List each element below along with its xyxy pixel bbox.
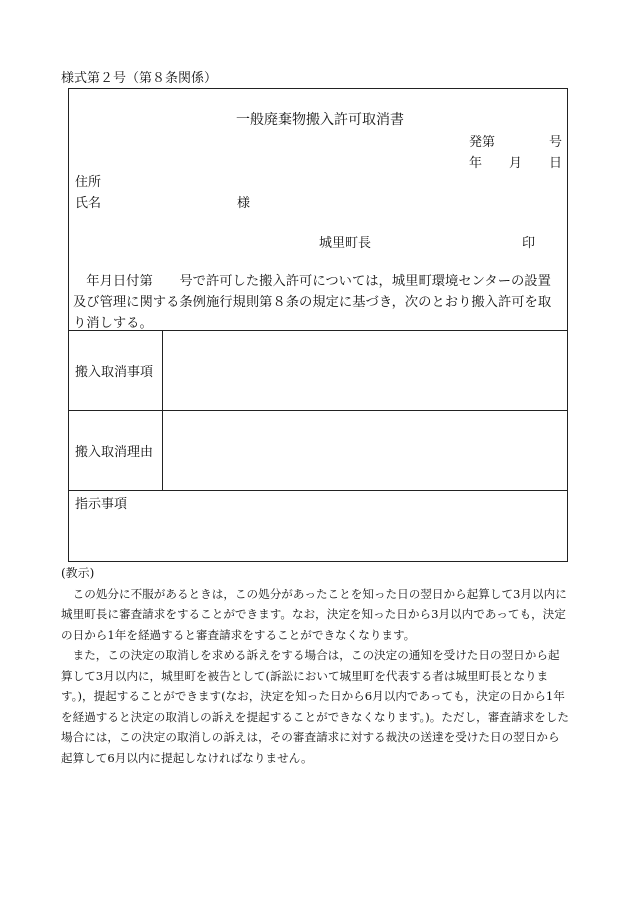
notice-paragraph-2: また，この決定の取消しを求める訴えをする場合は，この決定の通知を受けた日の翌日から起算して3月以内に，城里町を被告として(訴訟において城里町を代表する者は城里町長となります。)，提起することができます(なお，決定を知った日から6月以内であっても，決定の日から1年を経過すると決定の取消しの訴えを提起することができなくなります。)。ただし，審査請求をした場合には，この決定の取消しの訴えは，その審査請求に対する裁決の送達を受けた日の翌日から起算して6月以内に提起しなければなりません。 (61, 648, 569, 765)
instructions-label: 指示事項 (75, 497, 128, 512)
notice-heading: (教示) (61, 566, 95, 580)
issue-number-suffix: 号 (549, 135, 563, 150)
seal-mark: 印 (522, 236, 536, 251)
date-day: 日 (549, 156, 563, 171)
form-number-label: 様式第２号（第８条関係） (61, 71, 218, 86)
cancel-reason-label: 搬入取消理由 (75, 445, 154, 460)
address-label: 住所 (75, 175, 102, 190)
cancel-matter-label: 搬入取消事項 (75, 365, 154, 380)
form-frame (68, 88, 568, 562)
name-label: 氏名 (75, 196, 102, 211)
issuer-name: 城里町長 (319, 236, 372, 251)
honorific: 様 (237, 196, 251, 211)
issue-number-prefix: 発第 (469, 135, 496, 150)
divider-line (69, 330, 567, 331)
notice-section (61, 563, 571, 768)
document-title: 一般廃棄物搬入許可取消書 (236, 112, 404, 128)
divider-line (69, 410, 567, 411)
notice-paragraph-1: この処分に不服があるときは，この処分があったことを知った日の翌日から起算して3月以内に城里町長に審査請求をすることができます。なお，決定を知った日から3月以内であっても，決定の日から1年を経過すると審査請求をすることができなくなります。 (61, 586, 567, 642)
date-year: 年 (469, 156, 483, 171)
body-text: 年月日付第 号で許可した搬入許可については，城里町環境センターの設置及び管理に関する条例施行規則第８条の規定に基づき，次のとおり搬入許可を取り消しする。 (73, 274, 552, 331)
divider-line (69, 490, 567, 491)
date-month: 月 (509, 156, 523, 171)
